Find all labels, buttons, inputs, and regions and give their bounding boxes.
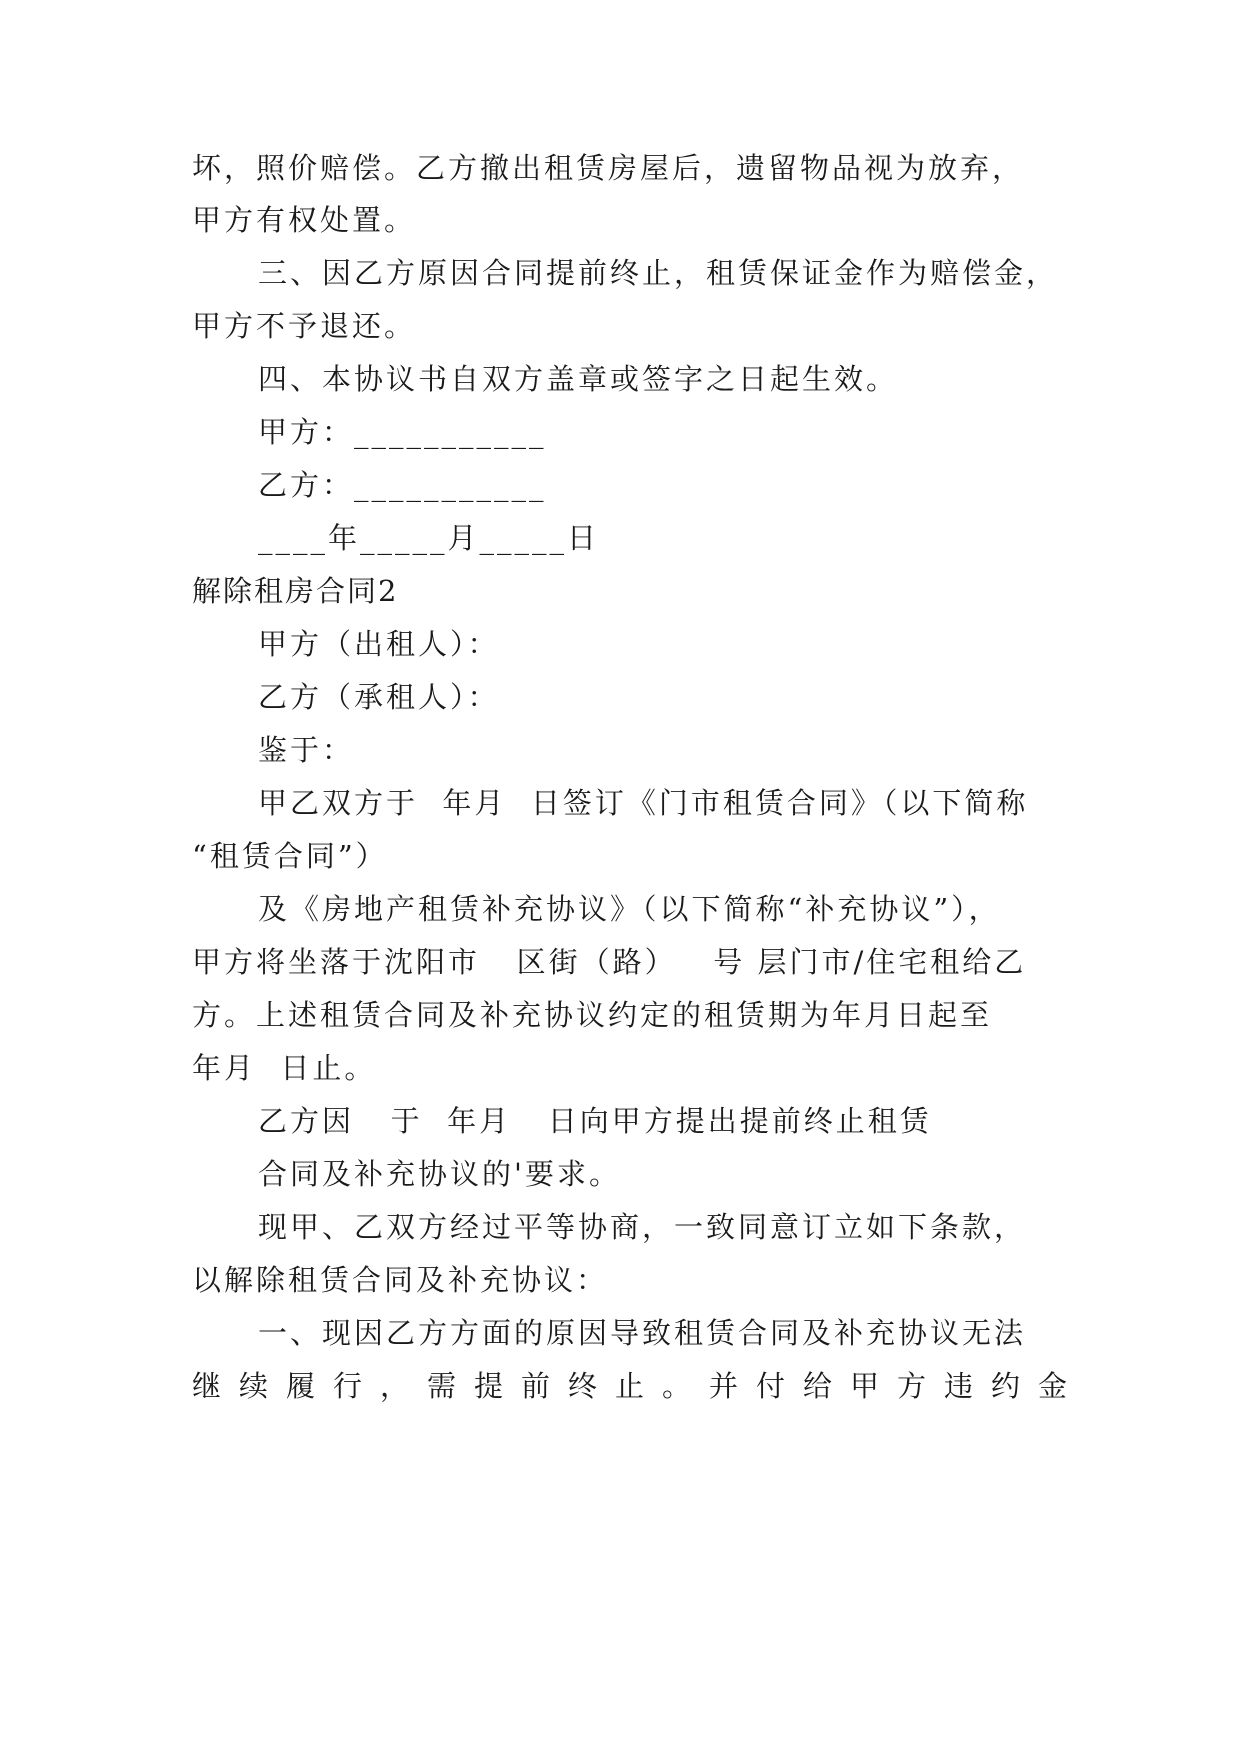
party-b-signature-line: 乙方：___________ <box>258 468 547 502</box>
date-line: ____年_____月_____日 <box>258 521 600 555</box>
lessee-label: 乙方（承租人）： <box>258 680 500 714</box>
text-line: 方。上述租赁合同及补充协议约定的租赁期为年月日起至 <box>192 998 993 1032</box>
party-a-signature-line: 甲方：___________ <box>258 415 547 449</box>
text-line: 甲方不予退还。 <box>192 309 417 343</box>
text-line: 合同及补充协议的'要求。 <box>258 1157 621 1191</box>
clause-one: 一、现因乙方方面的原因导致租赁合同及补充协议无法 <box>258 1316 1027 1350</box>
text-line: 坏，照价赔偿。乙方撤出租赁房屋后，遗留物品视为放弃， <box>192 151 1025 185</box>
text-line: 年月 日止。 <box>192 1051 377 1085</box>
clause-four: 四、本协议书自双方盖章或签字之日起生效。 <box>258 362 899 396</box>
text-line: 甲方有权处置。 <box>192 203 417 237</box>
clause-three: 三、因乙方原因合同提前终止，租赁保证金作为赔偿金， <box>258 256 1059 290</box>
text-line: 甲乙双方于 年月 日签订《门市租赁合同》（以下简称 <box>258 786 1029 820</box>
text-line: 以解除租赁合同及补充协议： <box>192 1263 609 1297</box>
text-line: “租赁合同”） <box>192 839 388 873</box>
section-title: 解除租房合同2 <box>192 574 399 608</box>
lessor-label: 甲方（出租人）： <box>258 627 500 661</box>
text-line: 甲方将坐落于沈阳市 区街（路） 号 层门市/住宅租给乙 <box>192 945 1027 979</box>
text-line: 继续履行，需提前终止。并付给甲方违约金 <box>192 1369 1086 1403</box>
text-line: 及《房地产租赁补充协议》（以下简称“补充协议”）， <box>258 892 1001 926</box>
text-line: 乙方因 于 年月 日向甲方提出提前终止租赁 <box>258 1104 932 1138</box>
text-line: 现甲、乙双方经过平等协商，一致同意订立如下条款， <box>258 1210 1027 1244</box>
whereas-label: 鉴于： <box>258 733 355 767</box>
